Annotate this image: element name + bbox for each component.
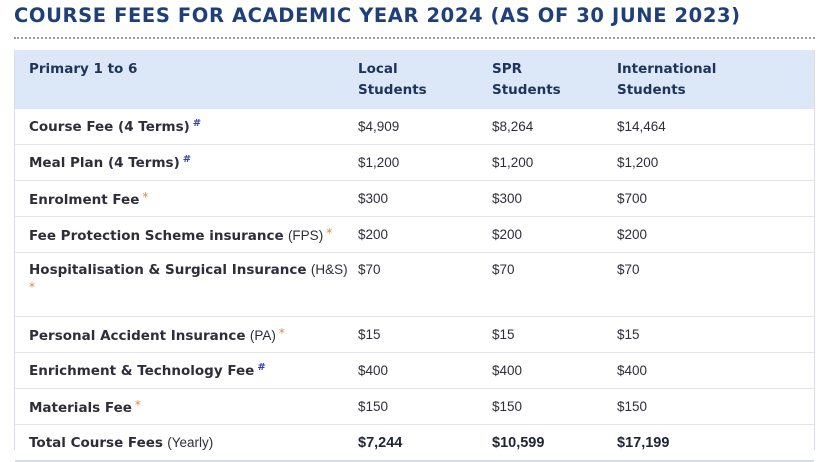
international-fee: $14,464 bbox=[617, 109, 814, 145]
table-row bbox=[15, 181, 814, 217]
row-label: Materials Fee bbox=[29, 399, 132, 416]
asterisk-mark: * bbox=[29, 280, 35, 294]
row-label-suffix: (PA) bbox=[249, 327, 276, 343]
row-label-cell bbox=[15, 217, 358, 253]
spr-total: $10,599 bbox=[492, 425, 617, 462]
local-fee: $400 bbox=[358, 353, 492, 389]
header-spr-line1: SPR bbox=[492, 61, 523, 77]
international-fee: $200 bbox=[617, 217, 814, 253]
fees-table bbox=[15, 50, 814, 462]
spr-fee: $8,264 bbox=[492, 109, 617, 145]
total-row bbox=[15, 425, 814, 462]
header-intl-line2: Students bbox=[617, 82, 686, 98]
table-row bbox=[15, 389, 814, 425]
header-international-students bbox=[617, 50, 814, 109]
row-label-cell bbox=[15, 317, 358, 353]
row-label-suffix: (Yearly) bbox=[167, 434, 214, 450]
row-label: Personal Accident Insurance bbox=[29, 327, 246, 344]
row-label-suffix: (H&S) bbox=[310, 262, 348, 277]
row-label: Enrolment Fee bbox=[29, 191, 140, 208]
international-fee: $15 bbox=[617, 317, 814, 353]
row-label: Total Course Fees bbox=[29, 434, 163, 451]
header-local-line1: Local bbox=[358, 61, 398, 77]
table-header-row bbox=[15, 50, 814, 109]
spr-fee: $70 bbox=[492, 253, 617, 317]
local-fee: $1,200 bbox=[358, 145, 492, 181]
international-fee: $70 bbox=[617, 253, 814, 317]
row-label: Enrichment & Technology Fee bbox=[29, 363, 255, 379]
header-spr-line2: Students bbox=[492, 82, 561, 98]
row-label: Hospitalisation & Surgical Insurance bbox=[29, 262, 307, 278]
row-label-cell bbox=[15, 353, 358, 389]
local-fee: $300 bbox=[358, 181, 492, 217]
header-local-students bbox=[358, 50, 492, 109]
row-label-cell bbox=[15, 109, 358, 145]
fees-table-container bbox=[14, 50, 815, 450]
dotted-divider bbox=[14, 37, 815, 39]
table-row bbox=[15, 253, 814, 317]
row-label-cell bbox=[15, 253, 358, 317]
asterisk-mark: * bbox=[278, 325, 285, 340]
hash-mark: # bbox=[182, 154, 192, 165]
hash-mark: # bbox=[192, 118, 202, 129]
international-fee: $400 bbox=[617, 353, 814, 389]
table-row bbox=[15, 109, 814, 145]
page-title: COURSE FEES FOR ACADEMIC YEAR 2024 (AS OF 30 JUNE 2023) bbox=[14, 4, 741, 27]
row-label: Meal Plan (4 Terms) bbox=[29, 155, 180, 171]
spr-fee: $300 bbox=[492, 181, 617, 217]
international-total: $17,199 bbox=[617, 425, 814, 462]
asterisk-mark: * bbox=[142, 189, 149, 204]
header-spr-students bbox=[492, 50, 617, 109]
local-fee: $70 bbox=[358, 253, 492, 317]
table-row bbox=[15, 353, 814, 389]
header-intl-line1: International bbox=[617, 61, 717, 77]
table-row bbox=[15, 317, 814, 353]
row-label: Course Fee (4 Terms) bbox=[29, 119, 190, 135]
row-label-cell bbox=[15, 425, 358, 462]
local-fee: $4,909 bbox=[358, 109, 492, 145]
spr-fee: $200 bbox=[492, 217, 617, 253]
hash-mark: # bbox=[257, 362, 266, 373]
spr-fee: $400 bbox=[492, 353, 617, 389]
local-fee: $15 bbox=[358, 317, 492, 353]
row-label: Fee Protection Scheme insurance bbox=[29, 227, 284, 244]
asterisk-mark: * bbox=[134, 397, 141, 412]
asterisk-mark: * bbox=[326, 225, 333, 240]
row-label-cell bbox=[15, 145, 358, 181]
spr-fee: $150 bbox=[492, 389, 617, 425]
local-fee: $200 bbox=[358, 217, 492, 253]
local-fee: $150 bbox=[358, 389, 492, 425]
table-row bbox=[15, 217, 814, 253]
row-label-cell bbox=[15, 181, 358, 217]
international-fee: $150 bbox=[617, 389, 814, 425]
international-fee: $700 bbox=[617, 181, 814, 217]
spr-fee: $15 bbox=[492, 317, 617, 353]
local-total: $7,244 bbox=[358, 425, 492, 462]
table-row bbox=[15, 145, 814, 181]
spr-fee: $1,200 bbox=[492, 145, 617, 181]
international-fee: $1,200 bbox=[617, 145, 814, 181]
header-level: Primary 1 to 6 bbox=[15, 50, 358, 109]
row-label-suffix: (FPS) bbox=[287, 227, 324, 243]
header-local-line2: Students bbox=[358, 82, 427, 98]
row-label-cell bbox=[15, 389, 358, 425]
